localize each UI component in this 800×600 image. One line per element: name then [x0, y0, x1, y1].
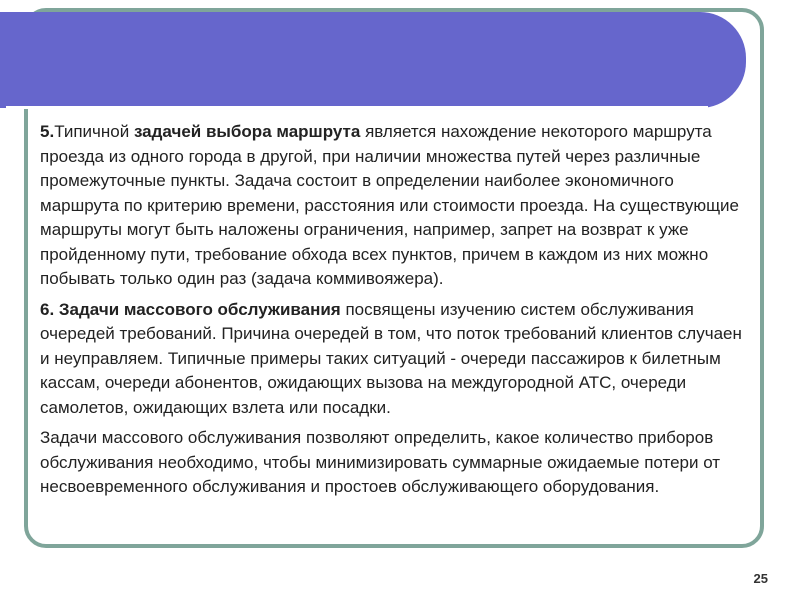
paragraph-route-selection [40, 120, 748, 292]
term-queueing: 6. Задачи массового обслуживания [40, 299, 341, 319]
paragraph-number: 5. [40, 122, 55, 141]
slide-content [40, 120, 748, 506]
header-divider [6, 106, 708, 109]
page-number: 25 [753, 571, 768, 586]
paragraph-queueing [40, 298, 748, 421]
paragraph-lead: Типичной [54, 122, 134, 141]
paragraph-queueing-purpose: Задачи массового обслуживания позволяют определить, какое количество приборов обслуживания необходимо, чтобы минимизировать суммарные ожидаемые потери от несвоевременного обслуживания и простоев обслуживающего оборудования. [40, 428, 721, 496]
term-route-selection: задачей выбора маршрута [133, 122, 361, 141]
paragraph-body: посвящены изучению систем обслуживания очередей требований. Причина очередей в том, что поток требований клиентов случаен и неуправляем. Типичные примеры таких ситуаций - очереди пассажиров к билетным кассам, очереди абонентов, ожидающих вызова на междугородной АТС, очереди самолетов, ожидающих взлета или посадки. [40, 299, 742, 417]
paragraph-body: является нахождение некоторого маршрута проезда из одного города в другой, при наличии множества путей через различные промежуточные пункты. Задача состоит в определении наиболее экономичного маршрута по критерию времени, расстояния или стоимости проезда. На существующие маршруты могут быть наложены ограничения, например, запрет на возврат к уже пройденному пути, требование обхода всех пунктов, причем в каждом из них можно побывать только один раз (задача коммивояжера). [40, 122, 740, 288]
header-band [0, 12, 746, 108]
